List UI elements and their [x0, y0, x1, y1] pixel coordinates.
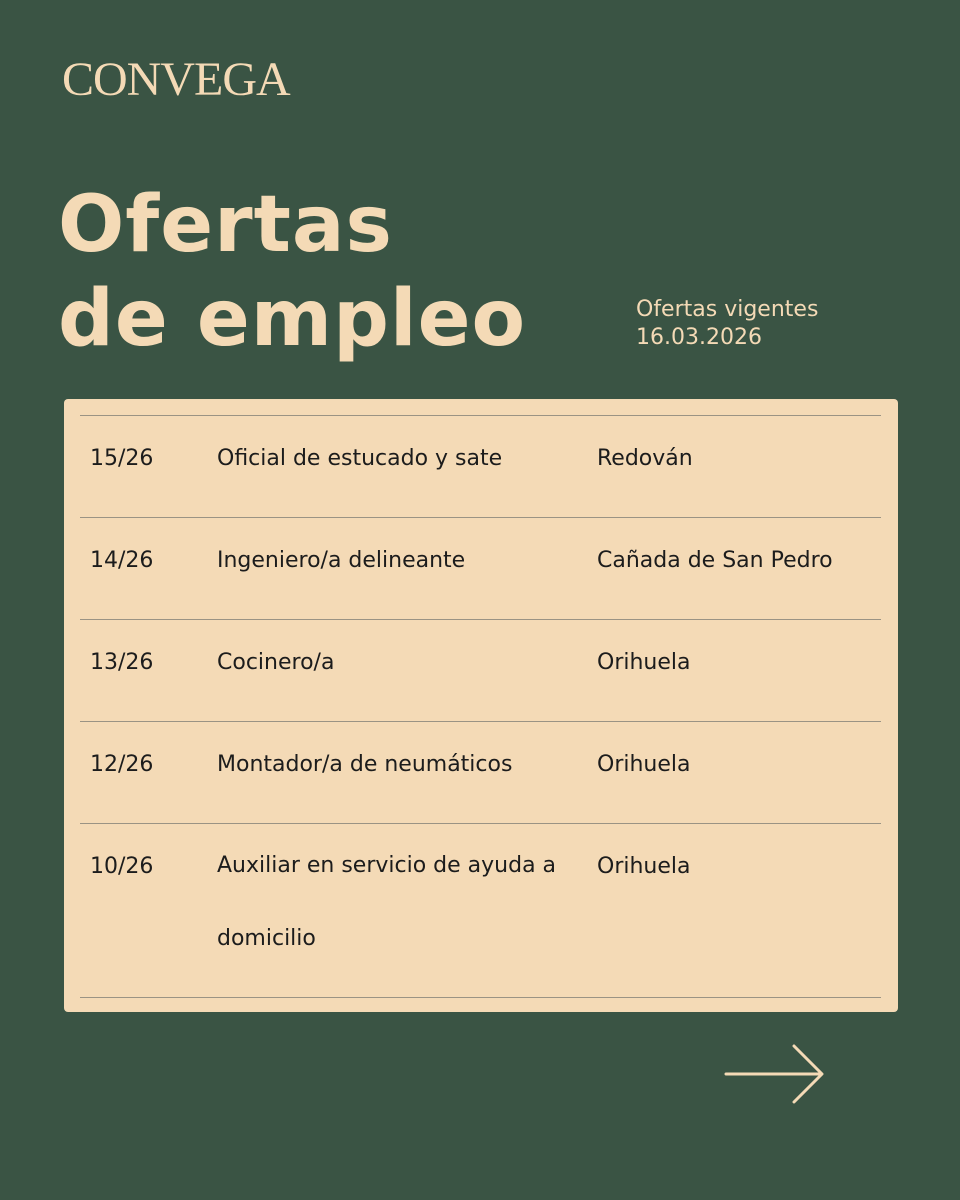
offer-code: 15/26: [90, 446, 154, 471]
offer-location: Orihuela: [597, 752, 691, 777]
offer-row[interactable]: [80, 824, 881, 998]
offer-row[interactable]: [80, 416, 881, 518]
offer-code: 12/26: [90, 752, 154, 777]
offer-position: Ingeniero/a delineante: [217, 548, 466, 573]
offer-position: Cocinero/a: [217, 650, 335, 675]
offer-position: Montador/a de neumáticos: [217, 752, 513, 777]
arrow-right-icon[interactable]: [724, 1044, 826, 1104]
offer-code: 10/26: [90, 854, 154, 879]
offer-row[interactable]: [80, 518, 881, 620]
title-line-2: de empleo: [58, 274, 527, 364]
offers-list: [80, 415, 881, 998]
offer-position: Oficial de estucado y sate: [217, 446, 503, 471]
subtitle-date: 16.03.2026: [636, 325, 762, 350]
subtitle: [636, 296, 818, 352]
offer-row[interactable]: [80, 620, 881, 722]
offer-location: Cañada de San Pedro: [597, 548, 833, 573]
offer-code: 13/26: [90, 650, 154, 675]
offers-card: [64, 399, 898, 1012]
offer-row[interactable]: [80, 722, 881, 824]
offer-code: 14/26: [90, 548, 154, 573]
offer-location: Orihuela: [597, 854, 691, 879]
offer-position: Auxiliar en servicio de ayuda a domicilio: [217, 853, 557, 951]
brand-logo: CONVEGA: [62, 53, 290, 106]
page-title: [58, 178, 526, 366]
offer-location: Orihuela: [597, 650, 691, 675]
offer-location: Redován: [597, 446, 693, 471]
subtitle-line-1: Ofertas vigentes: [636, 297, 819, 322]
title-line-1: Ofertas: [58, 180, 393, 270]
